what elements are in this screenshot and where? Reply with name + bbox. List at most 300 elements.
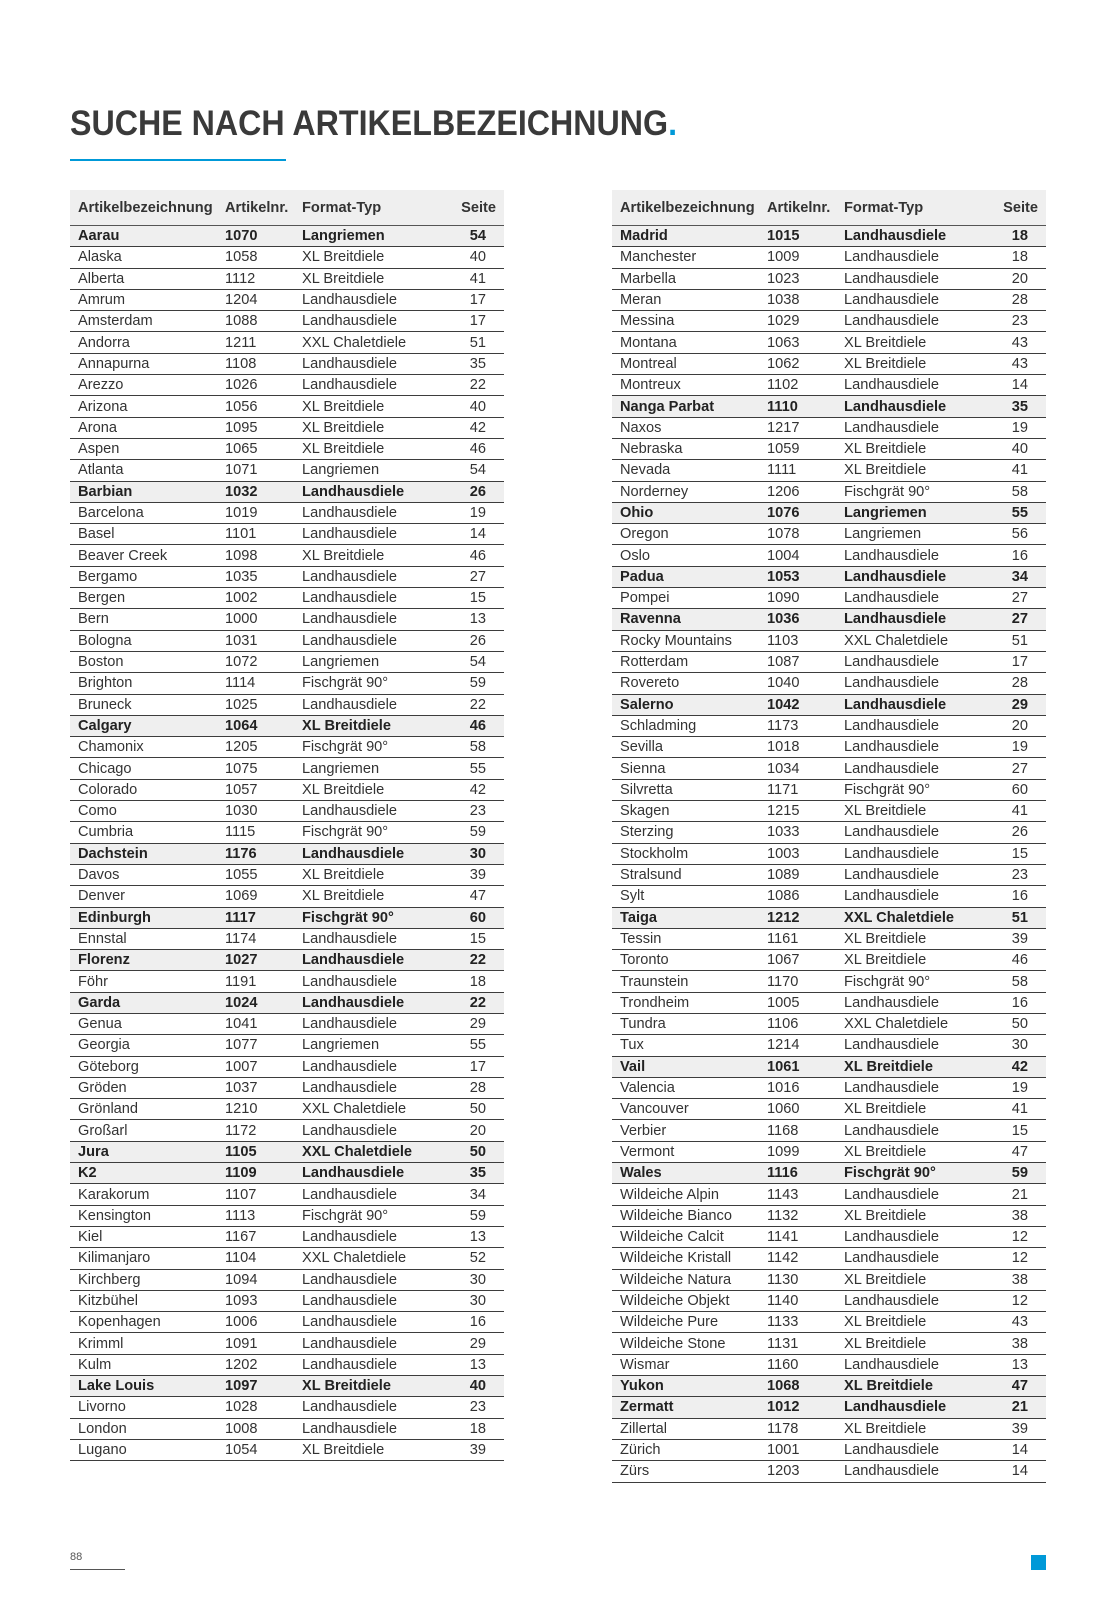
- format-type: XL Breitdiele: [836, 460, 990, 481]
- article-name: Rocky Mountains: [612, 630, 759, 651]
- article-name: Skagen: [612, 801, 759, 822]
- page-ref: 60: [990, 779, 1046, 800]
- page-ref: 28: [448, 1077, 504, 1098]
- format-type: Landhausdiele: [836, 1248, 990, 1269]
- article-number: 1087: [759, 651, 836, 672]
- article-name: Wales: [612, 1163, 759, 1184]
- page-ref: 29: [990, 694, 1046, 715]
- article-name: Nebraska: [612, 438, 759, 459]
- table-row: [70, 1333, 504, 1354]
- article-name: Beaver Creek: [70, 545, 217, 566]
- page-ref: 43: [990, 332, 1046, 353]
- article-name: Vail: [612, 1056, 759, 1077]
- format-type: Landhausdiele: [294, 950, 448, 971]
- format-type: Landhausdiele: [836, 1461, 990, 1482]
- article-name: Salerno: [612, 694, 759, 715]
- article-name: Wildeiche Stone: [612, 1333, 759, 1354]
- format-type: Landhausdiele: [836, 588, 990, 609]
- table-row: [70, 1248, 504, 1269]
- article-name: Trondheim: [612, 992, 759, 1013]
- format-type: Landhausdiele: [294, 992, 448, 1013]
- format-type: Landhausdiele: [294, 1056, 448, 1077]
- table-row: [612, 1269, 1046, 1290]
- page-ref: 15: [990, 843, 1046, 864]
- format-type: XXL Chaletdiele: [294, 332, 448, 353]
- page-title-text: SUCHE NACH ARTIKELBEZEICHNUNG: [70, 104, 669, 143]
- article-number: 1003: [759, 843, 836, 864]
- article-number: 1058: [217, 247, 294, 268]
- table-row: [612, 737, 1046, 758]
- format-type: XL Breitdiele: [836, 1418, 990, 1439]
- article-number: 1132: [759, 1205, 836, 1226]
- page-ref: 15: [990, 1120, 1046, 1141]
- page-ref: 42: [448, 417, 504, 438]
- article-name: London: [70, 1418, 217, 1439]
- table-row: [70, 779, 504, 800]
- page-ref: 34: [990, 566, 1046, 587]
- page-ref: 23: [990, 311, 1046, 332]
- article-name: Vancouver: [612, 1099, 759, 1120]
- format-type: Landhausdiele: [294, 1077, 448, 1098]
- format-type: Fischgrät 90°: [294, 822, 448, 843]
- table-row: [70, 822, 504, 843]
- article-number: 1103: [759, 630, 836, 651]
- page-ref: 50: [990, 1013, 1046, 1034]
- table-row: [70, 992, 504, 1013]
- format-type: XL Breitdiele: [294, 864, 448, 885]
- article-number: 1016: [759, 1077, 836, 1098]
- article-number: 1015: [759, 226, 836, 247]
- article-number: 1141: [759, 1226, 836, 1247]
- article-number: 1019: [217, 502, 294, 523]
- article-name: Bruneck: [70, 694, 217, 715]
- table-row: [612, 588, 1046, 609]
- column-header-format: Format-Typ: [836, 190, 990, 226]
- page-ref: 19: [990, 417, 1046, 438]
- article-name: Edinburgh: [70, 907, 217, 928]
- format-type: XL Breitdiele: [294, 1439, 448, 1460]
- page-number: 88: [70, 1551, 83, 1563]
- article-name: Montreux: [612, 375, 759, 396]
- table-row: [612, 822, 1046, 843]
- format-type: Landhausdiele: [294, 502, 448, 523]
- article-name: Barcelona: [70, 502, 217, 523]
- article-number: 1108: [217, 353, 294, 374]
- format-type: XL Breitdiele: [836, 1333, 990, 1354]
- article-name: Oregon: [612, 524, 759, 545]
- article-number: 1109: [217, 1163, 294, 1184]
- article-number: 1071: [217, 460, 294, 481]
- article-name: Sevilla: [612, 737, 759, 758]
- table-header-row: [70, 190, 504, 226]
- format-type: Landhausdiele: [836, 843, 990, 864]
- page-ref: 29: [448, 1333, 504, 1354]
- page-ref: 43: [990, 353, 1046, 374]
- table-row: [70, 417, 504, 438]
- article-number: 1053: [759, 566, 836, 587]
- article-number: 1023: [759, 268, 836, 289]
- article-name: Lake Louis: [70, 1376, 217, 1397]
- page-ref: 17: [990, 651, 1046, 672]
- table-row: [612, 289, 1046, 310]
- article-name: Boston: [70, 651, 217, 672]
- article-name: Atlanta: [70, 460, 217, 481]
- format-type: XXL Chaletdiele: [836, 907, 990, 928]
- article-number: 1117: [217, 907, 294, 928]
- table-row: [612, 226, 1046, 247]
- article-name: Rovereto: [612, 673, 759, 694]
- article-name: Toronto: [612, 950, 759, 971]
- page-ref: 51: [448, 332, 504, 353]
- article-number: 1036: [759, 609, 836, 630]
- format-type: Landhausdiele: [836, 609, 990, 630]
- table-row: [70, 1056, 504, 1077]
- article-name: Genua: [70, 1013, 217, 1034]
- table-row: [612, 311, 1046, 332]
- article-name: Ennstal: [70, 928, 217, 949]
- table-row: [70, 1141, 504, 1162]
- format-type: Fischgrät 90°: [836, 779, 990, 800]
- article-number: 1012: [759, 1397, 836, 1418]
- article-number: 1005: [759, 992, 836, 1013]
- article-name: Padua: [612, 566, 759, 587]
- article-number: 1106: [759, 1013, 836, 1034]
- format-type: Langriemen: [294, 1035, 448, 1056]
- article-name: Karakorum: [70, 1184, 217, 1205]
- table-row: [70, 609, 504, 630]
- format-type: Landhausdiele: [836, 289, 990, 310]
- table-row: [70, 396, 504, 417]
- page-ref: 17: [448, 289, 504, 310]
- article-number: 1143: [759, 1184, 836, 1205]
- format-type: XL Breitdiele: [294, 417, 448, 438]
- format-type: Landhausdiele: [294, 928, 448, 949]
- page-ref: 40: [990, 438, 1046, 459]
- format-type: Landhausdiele: [294, 311, 448, 332]
- page-ref: 22: [448, 375, 504, 396]
- article-name: Rotterdam: [612, 651, 759, 672]
- table-row: [70, 737, 504, 758]
- article-number: 1104: [217, 1248, 294, 1269]
- table-row: [612, 396, 1046, 417]
- article-number: 1176: [217, 843, 294, 864]
- table-row: [612, 247, 1046, 268]
- article-number: 1204: [217, 289, 294, 310]
- article-name: Denver: [70, 886, 217, 907]
- format-type: XL Breitdiele: [836, 1056, 990, 1077]
- table-row: [70, 950, 504, 971]
- format-type: Fischgrät 90°: [294, 673, 448, 694]
- page-ref: 16: [990, 545, 1046, 566]
- page-ref: 18: [990, 247, 1046, 268]
- table-row: [612, 801, 1046, 822]
- article-number: 1033: [759, 822, 836, 843]
- column-header-page: Seite: [448, 190, 504, 226]
- format-type: Landhausdiele: [294, 801, 448, 822]
- article-name: Arona: [70, 417, 217, 438]
- page-ref: 54: [448, 226, 504, 247]
- format-type: XXL Chaletdiele: [836, 1013, 990, 1034]
- table-row: [612, 1035, 1046, 1056]
- format-type: XL Breitdiele: [836, 353, 990, 374]
- article-number: 1094: [217, 1269, 294, 1290]
- page-ref: 34: [448, 1184, 504, 1205]
- format-type: Langriemen: [294, 758, 448, 779]
- page-ref: 29: [448, 1013, 504, 1034]
- table-row: [612, 1439, 1046, 1460]
- page-ref: 41: [990, 1099, 1046, 1120]
- article-name: Wildeiche Pure: [612, 1312, 759, 1333]
- article-name: Madrid: [612, 226, 759, 247]
- article-number: 1107: [217, 1184, 294, 1205]
- format-type: XL Breitdiele: [836, 950, 990, 971]
- page-ref: 54: [448, 460, 504, 481]
- table-row: [70, 1397, 504, 1418]
- article-number: 1131: [759, 1333, 836, 1354]
- format-type: Landhausdiele: [294, 694, 448, 715]
- article-name: Kitzbühel: [70, 1290, 217, 1311]
- article-name: Oslo: [612, 545, 759, 566]
- table-row: [612, 1163, 1046, 1184]
- table-row: [70, 886, 504, 907]
- table-body-left: [70, 226, 504, 1461]
- article-number: 1099: [759, 1141, 836, 1162]
- format-type: XL Breitdiele: [294, 1376, 448, 1397]
- table-row: [70, 801, 504, 822]
- page-ref: 30: [448, 843, 504, 864]
- article-name: Vermont: [612, 1141, 759, 1162]
- table-row: [612, 268, 1046, 289]
- article-number: 1203: [759, 1461, 836, 1482]
- table-row: [70, 1099, 504, 1120]
- table-row: [70, 715, 504, 736]
- page-ref: 51: [990, 630, 1046, 651]
- table-row: [612, 950, 1046, 971]
- format-type: Landhausdiele: [294, 1354, 448, 1375]
- article-number: 1006: [217, 1312, 294, 1333]
- table-row: [612, 375, 1046, 396]
- article-number: 1098: [217, 545, 294, 566]
- table-row: [70, 247, 504, 268]
- article-name: Arezzo: [70, 375, 217, 396]
- table-row: [612, 353, 1046, 374]
- article-name: Livorno: [70, 1397, 217, 1418]
- page-ref: 46: [448, 438, 504, 459]
- article-name: Valencia: [612, 1077, 759, 1098]
- article-number: 1028: [217, 1397, 294, 1418]
- article-number: 1168: [759, 1120, 836, 1141]
- format-type: Landhausdiele: [294, 353, 448, 374]
- format-type: Landhausdiele: [836, 1439, 990, 1460]
- article-number: 1095: [217, 417, 294, 438]
- table-row: [70, 353, 504, 374]
- page-ref: 14: [990, 1439, 1046, 1460]
- article-name: Wildeiche Calcit: [612, 1226, 759, 1247]
- table-row: [70, 1269, 504, 1290]
- format-type: XL Breitdiele: [294, 268, 448, 289]
- article-name: Föhr: [70, 971, 217, 992]
- format-type: Landhausdiele: [836, 545, 990, 566]
- table-row: [70, 1439, 504, 1460]
- page-ref: 47: [448, 886, 504, 907]
- table-row: [612, 992, 1046, 1013]
- table-row: [70, 694, 504, 715]
- article-name: Stralsund: [612, 864, 759, 885]
- article-number: 1097: [217, 1376, 294, 1397]
- table-row: [612, 651, 1046, 672]
- page-ref: 47: [990, 1376, 1046, 1397]
- page-ref: 13: [990, 1354, 1046, 1375]
- article-name: Alaska: [70, 247, 217, 268]
- page-ref: 26: [990, 822, 1046, 843]
- article-number: 1040: [759, 673, 836, 694]
- article-number: 1206: [759, 481, 836, 502]
- page-ref: 56: [990, 524, 1046, 545]
- article-number: 1170: [759, 971, 836, 992]
- article-number: 1056: [217, 396, 294, 417]
- article-name: Montana: [612, 332, 759, 353]
- format-type: Landhausdiele: [294, 630, 448, 651]
- article-name: Naxos: [612, 417, 759, 438]
- article-name: Kulm: [70, 1354, 217, 1375]
- format-type: Fischgrät 90°: [836, 1163, 990, 1184]
- table-row: [612, 1141, 1046, 1162]
- article-name: Bergamo: [70, 566, 217, 587]
- article-number: 1054: [217, 1439, 294, 1460]
- article-name: Kiel: [70, 1226, 217, 1247]
- format-type: Landhausdiele: [294, 1013, 448, 1034]
- article-name: Sienna: [612, 758, 759, 779]
- format-type: Landhausdiele: [836, 864, 990, 885]
- format-type: XL Breitdiele: [294, 545, 448, 566]
- article-number: 1112: [217, 268, 294, 289]
- page-ref: 19: [990, 1077, 1046, 1098]
- page-ref: 58: [990, 481, 1046, 502]
- article-number: 1105: [217, 1141, 294, 1162]
- format-type: Landhausdiele: [836, 1035, 990, 1056]
- article-name: Aarau: [70, 226, 217, 247]
- page-ref: 30: [448, 1290, 504, 1311]
- page-ref: 46: [990, 950, 1046, 971]
- article-name: Brighton: [70, 673, 217, 694]
- format-type: XL Breitdiele: [836, 801, 990, 822]
- table-row: [70, 1077, 504, 1098]
- article-number: 1026: [217, 375, 294, 396]
- article-number: 1130: [759, 1269, 836, 1290]
- article-name: Andorra: [70, 332, 217, 353]
- article-name: Wildeiche Kristall: [612, 1248, 759, 1269]
- format-type: Landhausdiele: [836, 1120, 990, 1141]
- table-row: [70, 1163, 504, 1184]
- article-name: Kensington: [70, 1205, 217, 1226]
- table-row: [612, 971, 1046, 992]
- page-ref: 17: [448, 1056, 504, 1077]
- article-number: 1000: [217, 609, 294, 630]
- article-number: 1088: [217, 311, 294, 332]
- page-ref: 59: [448, 822, 504, 843]
- article-name: Bologna: [70, 630, 217, 651]
- page-ref: 41: [448, 268, 504, 289]
- article-name: Davos: [70, 864, 217, 885]
- article-name: Garda: [70, 992, 217, 1013]
- page-ref: 40: [448, 247, 504, 268]
- article-name: Bergen: [70, 588, 217, 609]
- page-ref: 39: [448, 864, 504, 885]
- page-ref: 14: [448, 524, 504, 545]
- article-name: Aspen: [70, 438, 217, 459]
- format-type: Langriemen: [294, 651, 448, 672]
- table-row: [70, 438, 504, 459]
- article-number: 1133: [759, 1312, 836, 1333]
- article-name: Calgary: [70, 715, 217, 736]
- table-row: [612, 1354, 1046, 1375]
- article-name: Bern: [70, 609, 217, 630]
- article-name: Barbian: [70, 481, 217, 502]
- article-name: Zillertal: [612, 1418, 759, 1439]
- table-row: [612, 673, 1046, 694]
- format-type: Landhausdiele: [294, 1418, 448, 1439]
- format-type: Fischgrät 90°: [294, 737, 448, 758]
- format-type: Landhausdiele: [836, 226, 990, 247]
- format-type: Langriemen: [836, 502, 990, 523]
- article-table-right: [612, 190, 1046, 1483]
- article-name: Schladming: [612, 715, 759, 736]
- page-ref: 58: [990, 971, 1046, 992]
- format-type: Langriemen: [294, 460, 448, 481]
- article-number: 1173: [759, 715, 836, 736]
- table-row: [612, 1461, 1046, 1482]
- table-row: [612, 481, 1046, 502]
- page-ref: 50: [448, 1099, 504, 1120]
- format-type: Landhausdiele: [294, 1397, 448, 1418]
- article-name: Wismar: [612, 1354, 759, 1375]
- article-number: 1076: [759, 502, 836, 523]
- format-type: Landhausdiele: [836, 758, 990, 779]
- article-name: Ravenna: [612, 609, 759, 630]
- page-ref: 40: [448, 396, 504, 417]
- format-type: XL Breitdiele: [836, 332, 990, 353]
- page-number-underline: [70, 1569, 125, 1570]
- article-name: Wildeiche Alpin: [612, 1184, 759, 1205]
- article-number: 1061: [759, 1056, 836, 1077]
- format-type: Landhausdiele: [294, 524, 448, 545]
- table-row: [612, 630, 1046, 651]
- format-type: Landhausdiele: [294, 971, 448, 992]
- table-row: [70, 1035, 504, 1056]
- page-ref: 59: [990, 1163, 1046, 1184]
- table-row: [612, 864, 1046, 885]
- page-ref: 16: [990, 886, 1046, 907]
- format-type: XL Breitdiele: [294, 396, 448, 417]
- page-ref: 19: [448, 502, 504, 523]
- table-row: [612, 332, 1046, 353]
- page-ref: 35: [448, 1163, 504, 1184]
- article-number: 1090: [759, 588, 836, 609]
- format-type: XL Breitdiele: [294, 779, 448, 800]
- table-row: [612, 758, 1046, 779]
- format-type: XL Breitdiele: [836, 1141, 990, 1162]
- page-title-dot: .: [668, 104, 678, 143]
- format-type: Landhausdiele: [294, 843, 448, 864]
- format-type: XXL Chaletdiele: [836, 630, 990, 651]
- table-row: [70, 545, 504, 566]
- format-type: Landhausdiele: [836, 417, 990, 438]
- table-row: [70, 1290, 504, 1311]
- page-ref: 58: [448, 737, 504, 758]
- format-type: XL Breitdiele: [836, 928, 990, 949]
- table-row: [70, 311, 504, 332]
- article-number: 1217: [759, 417, 836, 438]
